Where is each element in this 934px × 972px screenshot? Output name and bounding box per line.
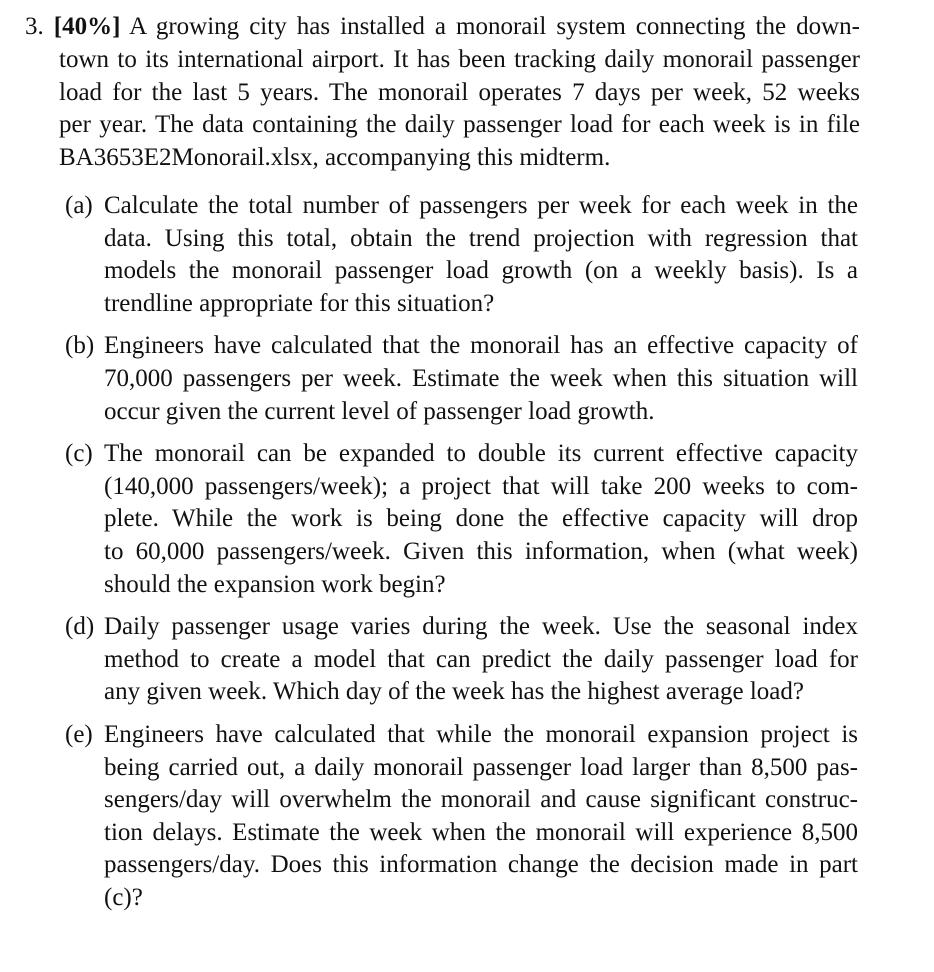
- subquestion-text-line: The monorail can be expanded to double its current effective capacity: [104, 440, 858, 468]
- subquestion-text-line: should the expansion work begin?: [104, 570, 446, 598]
- problem-text-line: load for the last 5 years. The monorail operates 7 days per week, 52 weeks: [59, 78, 860, 106]
- problem-weight: [40%]: [53, 13, 121, 40]
- subquestion-text-line: occur given the current level of passenger load growth.: [104, 397, 655, 425]
- subquestion-a: [65, 190, 858, 320]
- subquestion-text-line: Calculate the total number of passengers per week for each week in the: [104, 192, 858, 219]
- subquestion-text-line: plete. While the work is being done the effective capacity will drop: [104, 505, 858, 533]
- subquestion-label: (d): [65, 613, 95, 641]
- subquestion-label: (a): [65, 192, 93, 219]
- subquestion-text-line: to 60,000 passengers/week. Given this information, when (what week): [104, 537, 858, 565]
- problem-text-line: A growing city has installed a monorail system connecting the down-: [129, 13, 861, 40]
- subquestion-text-line: trendline appropriate for this situation?: [104, 289, 495, 317]
- subquestion-label: (c): [65, 440, 93, 468]
- subquestion-label: (b): [65, 332, 95, 360]
- subquestion-text-line: data. Using this total, obtain the trend projection with regression that: [104, 224, 858, 252]
- subquestion-text-line: being carried out, a daily monorail passenger load larger than 8,500 pas-: [104, 753, 858, 781]
- subquestion-text-line: method to create a model that can predict the daily passenger load for: [104, 645, 858, 673]
- subquestion-c: [65, 438, 858, 601]
- problem-text-line: BA3653E2Monorail.xlsx, accompanying this midterm.: [59, 144, 611, 172]
- subquestion-text-line: (c)?: [104, 883, 143, 911]
- subquestion-text-line: models the monorail passenger load growth (on a weekly basis). Is a: [104, 257, 858, 285]
- subquestion-text-line: Engineers have calculated that the monorail has an effective capacity of: [104, 332, 858, 360]
- subquestion-list: [65, 190, 858, 924]
- problem-body: [25, 44, 860, 175]
- subquestion-text-line: 70,000 passengers per week. Estimate the week when this situation will: [104, 364, 858, 392]
- problem-number: 3.: [25, 13, 44, 40]
- subquestion-d: [65, 611, 858, 709]
- subquestion-text-line: Daily passenger usage varies during the week. Use the seasonal index: [104, 613, 858, 641]
- subquestion-label: (e): [65, 720, 93, 748]
- subquestion-text-line: sengers/day will overwhelm the monorail and cause significant construc-: [104, 786, 858, 814]
- subquestion-text-line: (140,000 passengers/week); a project that will take 200 weeks to com-: [104, 472, 858, 500]
- subquestion-text-line: tion delays. Estimate the week when the monorail will experience 8,500: [104, 818, 858, 846]
- problem-text-line: town to its international airport. It has been tracking daily monorail passenger: [59, 45, 860, 73]
- problem-line-1: [25, 11, 860, 44]
- problem-text-line: per year. The data containing the daily passenger load for each week is in file: [59, 111, 860, 139]
- subquestion-e: [65, 719, 858, 915]
- subquestion-text-line: Engineers have calculated that while the monorail expansion project is: [104, 720, 858, 748]
- problem-3: [25, 11, 860, 175]
- subquestion-text-line: passengers/day. Does this information change the decision made in part: [104, 851, 858, 879]
- subquestion-text-line: any given week. Which day of the week has the highest average load?: [104, 678, 804, 706]
- subquestion-b: [65, 330, 858, 428]
